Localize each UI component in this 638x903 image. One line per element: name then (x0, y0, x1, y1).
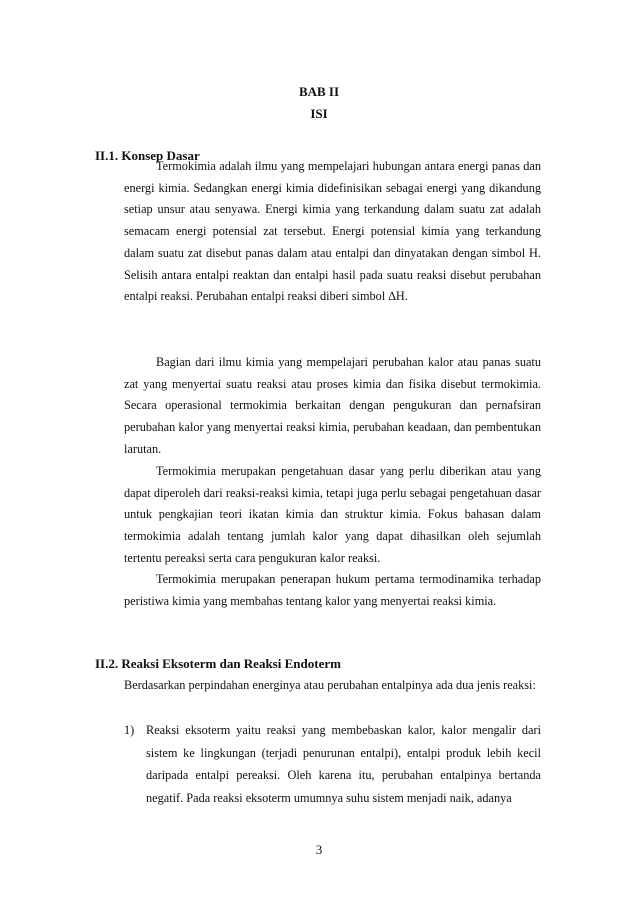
paragraph-1: Termokimia adalah ilmu yang mempelajari hubungan antara energi panas dan energi kimia. Sedangkan energi kimia didefinisikan sebagai energi yang dikandung setiap unsur atau senyawa. Energi kimia yang terkandung dalam suatu zat adalah semacam energi potensial zat tersebut. Energi potensial kimia yang terkandung dalam suatu zat disebut panas dalam atau entalpi dan dinyatakan dengan simbol H. Selisih antara entalpi reaktan dan entalpi hasil pada suatu reaksi disebut perubahan entalpi reaksi. Perubahan entalpi reaksi diberi simbol ∆H. (124, 159, 541, 304)
paragraph-4: Termokimia merupakan penerapan hukum pertama termodinamika terhadap peristiwa kimia yang membahas tentang kalor yang menyertai reaksi kimia. (124, 572, 541, 608)
list-item-text: Reaksi eksoterm yaitu reaksi yang membebaskan kalor, kalor mengalir dari sistem ke lingkungan (terjadi penurunan entalpi), entalpi produk lebih kecil daripada entalpi pereaksi. Oleh karena itu, perubahan entalpinya bertanda negatif. Pada reaksi eksoterm umumnya suhu sistem menjadi naik, adanya (146, 723, 541, 805)
chapter-title: BAB II (298, 84, 340, 99)
list-item-eksoterm (124, 719, 541, 809)
chapter-subtitle: ISI (310, 106, 328, 121)
section-heading-konsep-dasar: II.1. Konsep Dasar (95, 148, 200, 163)
section2-intro: Berdasarkan perpindahan energinya atau perubahan entalpinya ada dua jenis reaksi: (124, 678, 536, 692)
page-number: 3 (315, 842, 323, 857)
section-heading-reaksi: II.2. Reaksi Eksoterm dan Reaksi Endoterm (95, 656, 341, 671)
list-item-number: 1) (124, 723, 135, 737)
paragraph-3: Termokimia merupakan pengetahuan dasar yang perlu diberikan atau yang dapat diperoleh dari reaksi-reaksi kimia, tetapi juga perlu sebagai pengetahuan dasar untuk pengkajian teori ikatan kimia dan struktur kimia. Fokus bahasan dalam termokimia adalah tentang jumlah kalor yang dapat dihasilkan oleh sejumlah tertentu pereaksi serta cara pengukuran kalor reaksi. (124, 464, 541, 565)
paragraph-2: Bagian dari ilmu kimia yang mempelajari perubahan kalor atau panas suatu zat yang menyertai suatu reaksi atau proses kimia dan fisika disebut termokimia. Secara operasional termokimia berkaitan dengan pengukuran dan pernafsiran perubahan kalor yang menyertai reaksi kimia, perubahan keadaan, dan pembentukan larutan. (124, 355, 541, 456)
